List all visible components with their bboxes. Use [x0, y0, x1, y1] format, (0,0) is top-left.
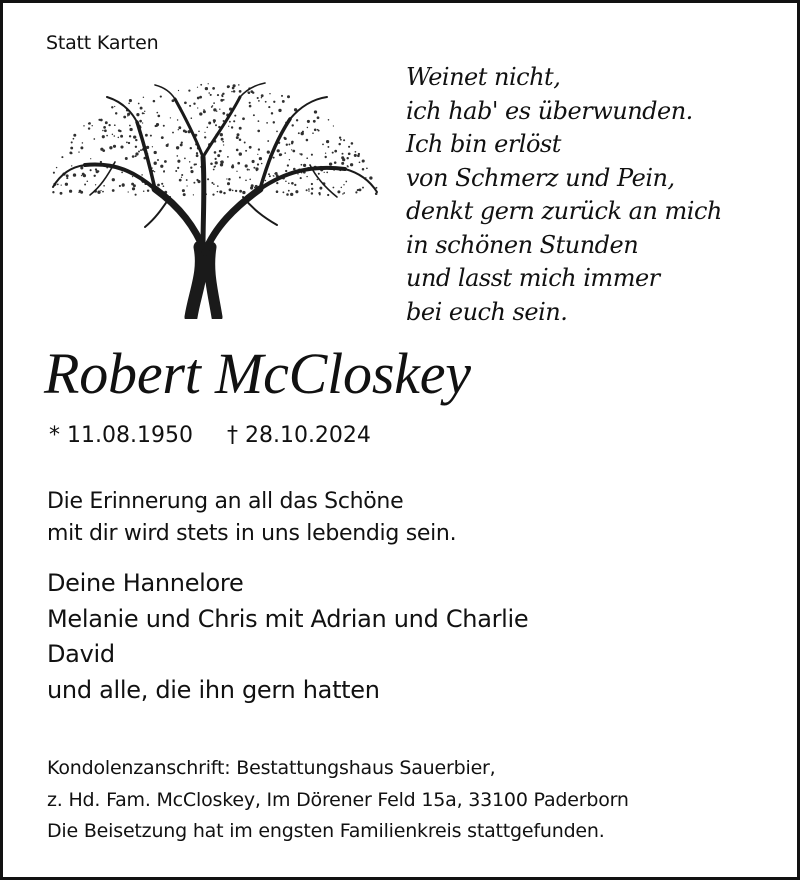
death-date: † 28.10.2024 [226, 423, 371, 448]
family-line: Melanie und Chris mit Adrian und Charlie [47, 604, 529, 633]
poem-line: von Schmerz und Pein, [406, 163, 675, 192]
poem-line: bei euch sein. [406, 297, 568, 326]
poem-line: Weinet nicht, [406, 63, 561, 91]
condolence-line: Kondolenzanschrift: Bestattungshaus Sauerbier, [47, 757, 496, 779]
life-dates [49, 423, 371, 448]
family-line: David [47, 640, 115, 668]
poem [406, 61, 722, 329]
family-line: und alle, die ihn gern hatten [47, 675, 380, 704]
deceased-name: Robert McCloskey [44, 341, 471, 406]
poem-line: denkt gern zurück an mich [406, 197, 722, 225]
memory-line: mit dir wird stets in uns lebendig sein. [47, 521, 457, 546]
condolence-line: z. Hd. Fam. McCloskey, Im Dörener Feld 15a, 33100 Paderborn [47, 789, 629, 811]
poem-line: und lasst mich immer [406, 264, 660, 292]
family-signatures [47, 566, 528, 708]
header-note: Statt Karten [46, 32, 159, 54]
birth-date: * 11.08.1950 [49, 423, 193, 448]
funeral-note: Die Beisetzung hat im engsten Familienkreis stattgefunden. [47, 820, 605, 842]
memory-text [47, 486, 456, 550]
tree-icon [45, 77, 381, 319]
poem-line: in schönen Stunden [406, 230, 639, 259]
memory-line: Die Erinnerung an all das Schöne [47, 489, 404, 514]
family-line: Deine Hannelore [47, 569, 244, 597]
poem-line: ich hab' es überwunden. [406, 96, 693, 125]
poem-line: Ich bin erlöst [406, 130, 561, 158]
condolence-address [47, 752, 629, 816]
